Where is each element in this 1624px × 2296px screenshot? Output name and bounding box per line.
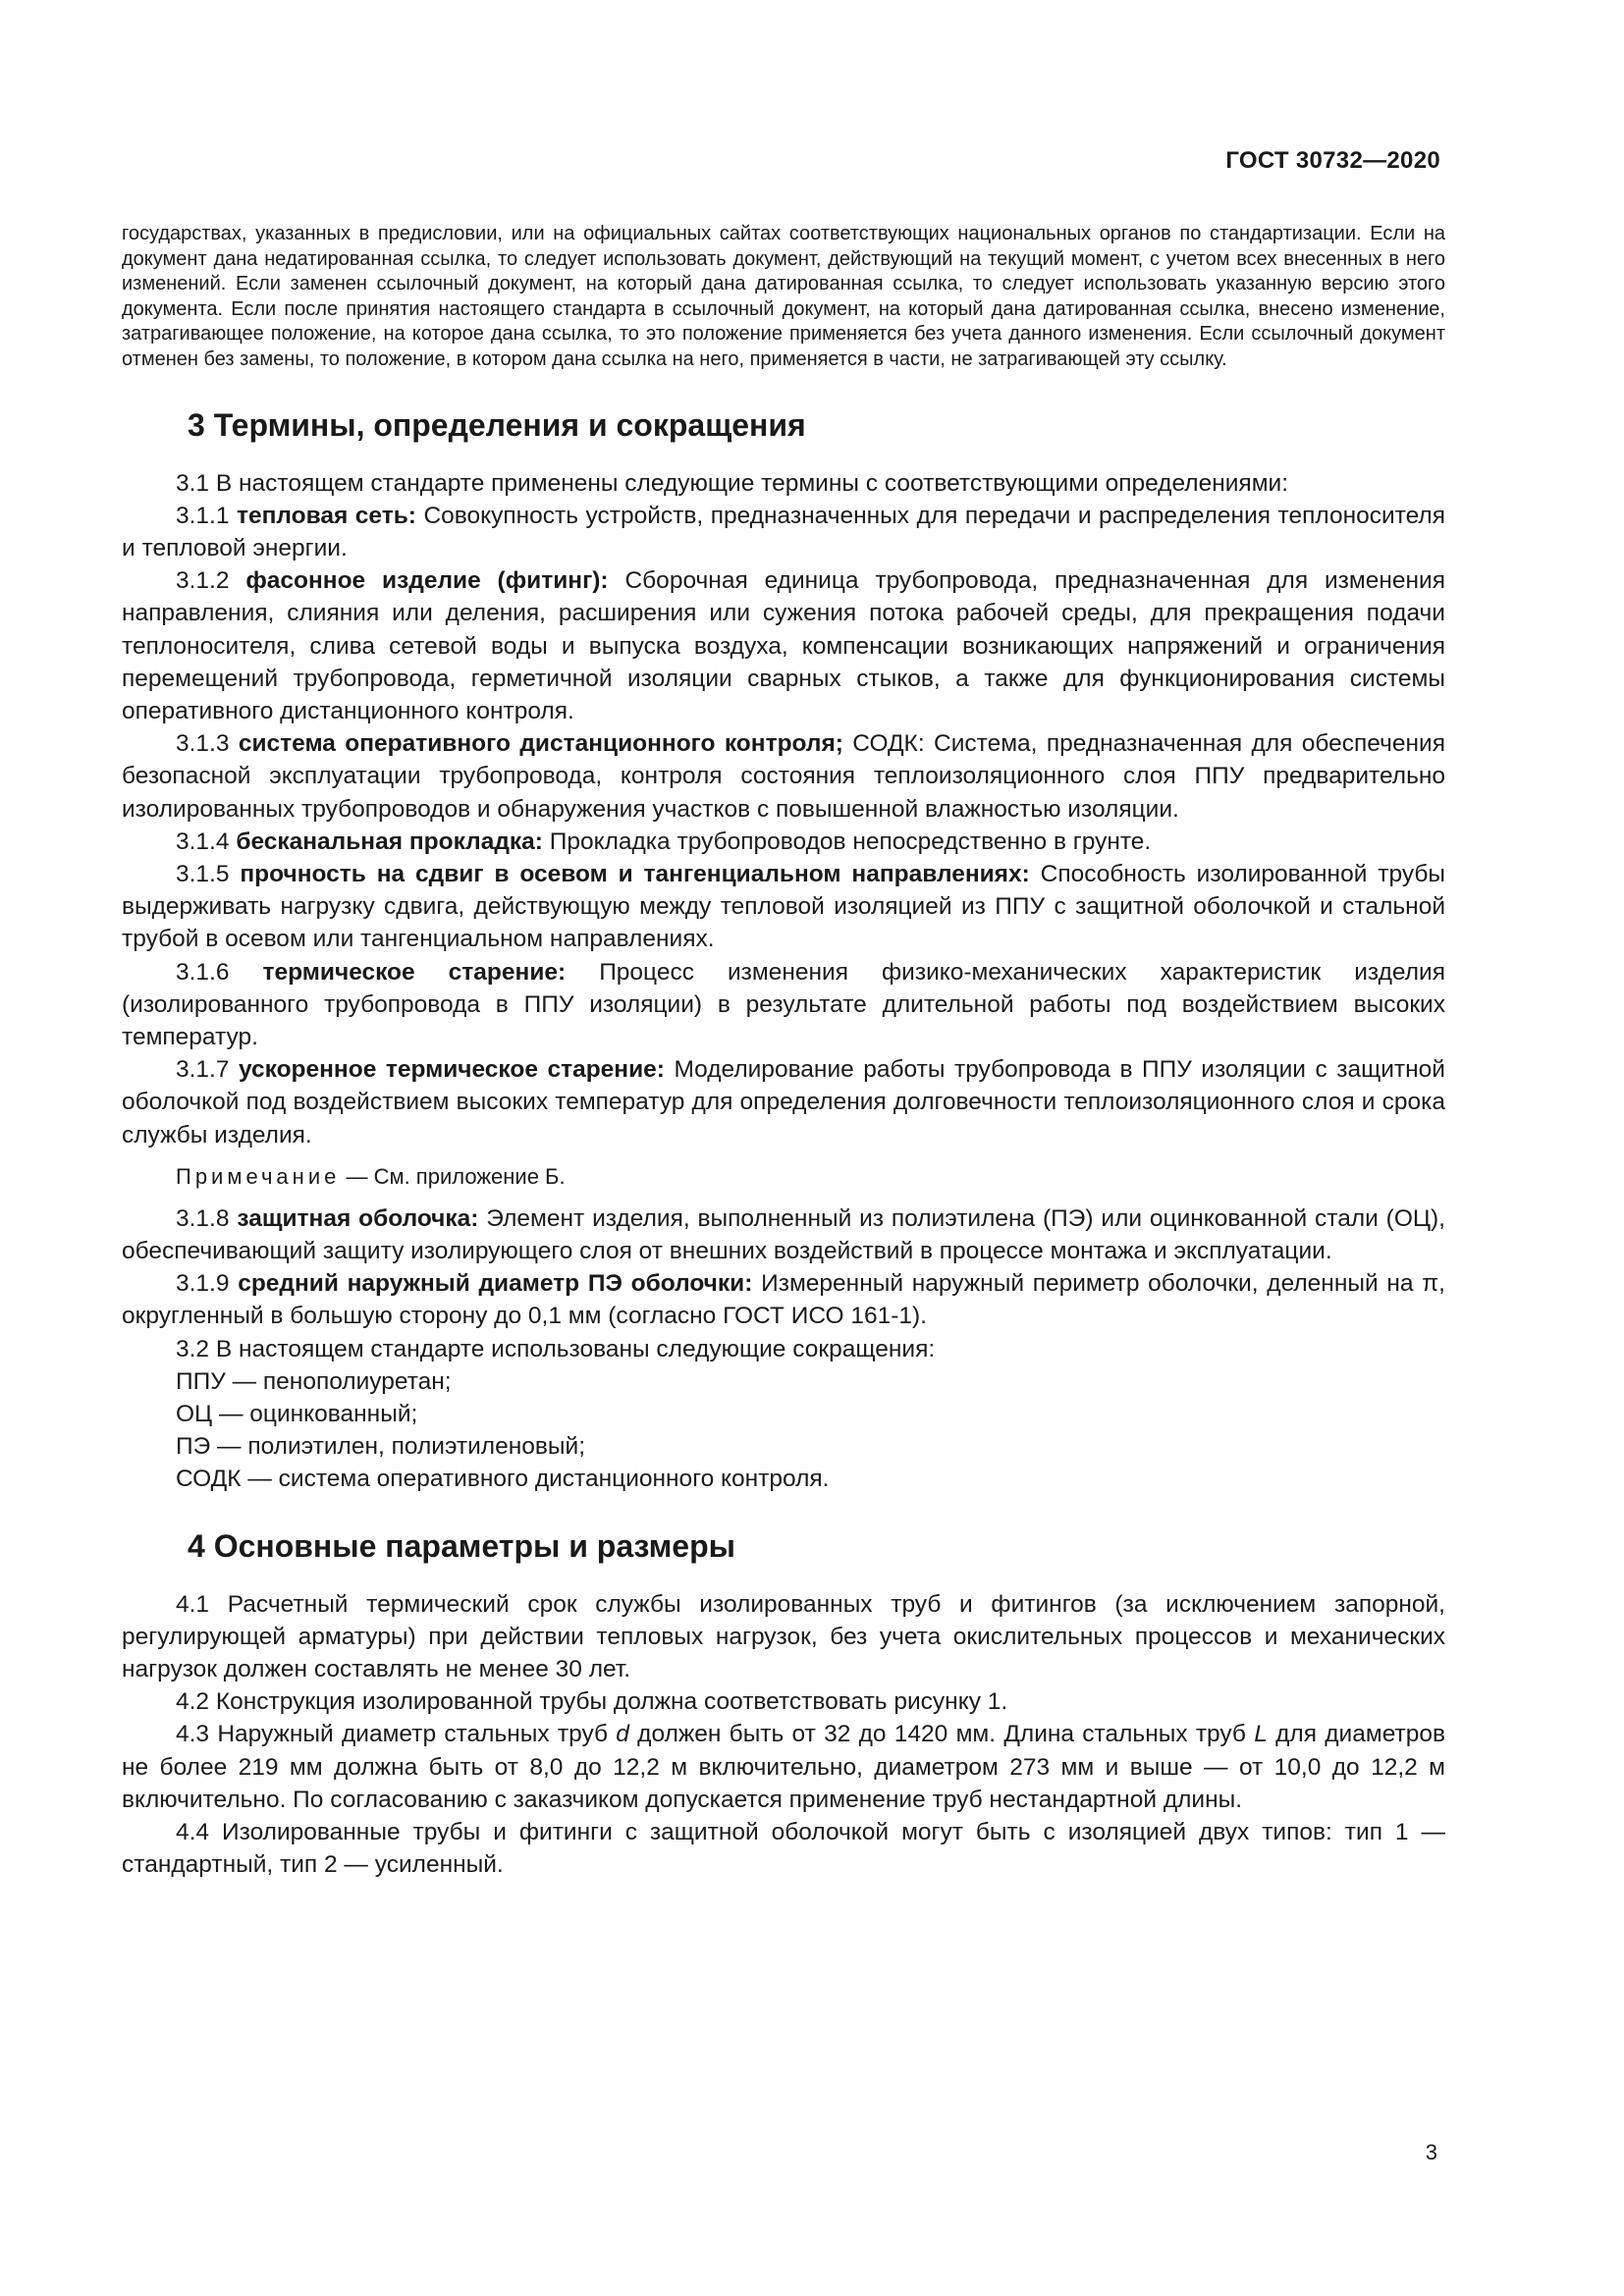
term-name: ускоренное термическое старение: xyxy=(239,1056,665,1084)
intro-block xyxy=(122,222,1445,373)
term-number: 3.1.6 xyxy=(176,958,263,986)
term-number: 3.1.1 xyxy=(176,502,237,529)
paragraph-4-3 xyxy=(122,1718,1445,1816)
abbreviation-item: ОЦ — оцинкованный; xyxy=(176,1401,418,1428)
term-definition: Способность изолированной трубы выдерживать нагрузку сдвига, действующую между тепловой изоляцией из ППУ с защитной оболочкой и стальной трубой в осевом или тангенциальном направлениях. xyxy=(122,861,1445,953)
note-text: — См. приложение Б. xyxy=(340,1163,566,1189)
paragraph-3-2: 3.2 В настоящем стандарте использованы следующие сокращения: xyxy=(176,1335,936,1362)
abbreviation-item: СОДК — система оперативного дистанционного контроля. xyxy=(176,1466,830,1493)
term-name: система оперативного дистанционного контроля; xyxy=(238,730,843,758)
section-4-title: 4 Основные параметры и размеры xyxy=(188,1527,735,1564)
term-name: защитная оболочка: xyxy=(237,1204,479,1232)
term-name: прочность на сдвиг в осевом и тангенциальном направлениях: xyxy=(240,861,1030,887)
term-3-1-1 xyxy=(122,500,1445,564)
text-run: для диаметров не более 219 мм должна быть от 8,0 до 12,2 м включительно, диаметром 273 мм и выше — от 10,0 до 12,2 м включительно. По согласованию с заказчиком допускается применение труб нестандартной длины. xyxy=(122,1721,1446,1813)
abbreviation-item: ППУ — пенополиуретан; xyxy=(176,1367,452,1395)
note xyxy=(122,1160,1445,1193)
paragraph-4-4: 4.4 Изолированные трубы и фитинги с защитной оболочкой могут быть с изоляцией двух типов: тип 1 — стандартный, тип 2 — усиленный. xyxy=(122,1819,1445,1879)
term-number: 3.1.9 xyxy=(176,1270,239,1298)
paragraph-4-2: 4.2 Конструкция изолированной трубы должна соответствовать рисунку 1. xyxy=(176,1688,1008,1716)
term-name: термическое старение: xyxy=(262,958,567,986)
section-4 xyxy=(122,1527,1445,1882)
term-number: 3.1.2 xyxy=(176,567,246,595)
term-3-1-6 xyxy=(122,956,1445,1054)
term-definition: СОДК: Система, предназначенная для обеспечения безопасной эксплуатации трубопровода, контроля состояния теплоизоляционного слоя ППУ предварительно изолированных трубопроводов и обнаружения участков с повышенной влажностью изоляции. xyxy=(122,730,1445,823)
section-3-title: 3 Термины, определения и сокращения xyxy=(188,406,806,443)
term-3-1-8 xyxy=(122,1202,1445,1267)
term-3-1-2 xyxy=(122,564,1445,727)
term-definition: Прокладка трубопроводов непосредственно в грунте. xyxy=(542,828,1152,855)
term-3-1-5 xyxy=(122,858,1445,956)
term-definition: Измеренный наружный периметр оболочки, деленный на π, округленный в большую сторону до 0,1 мм (согласно ГОСТ ИСО 161-1). xyxy=(122,1270,1445,1330)
term-3-1-3 xyxy=(122,727,1445,826)
page-number: 3 xyxy=(1425,2140,1437,2164)
term-definition: Элемент изделия, выполненный из полиэтилена (ПЭ) или оцинкованной стали (ОЦ), обеспечивающий защиту изолирующего слоя от внешних воздействий в процессе монтажа и эксплуатации. xyxy=(122,1204,1445,1265)
text-run: 4.3 Наружный диаметр стальных труб xyxy=(176,1721,617,1748)
paragraph-4-1: 4.1 Расчетный термический срок службы изолированных труб и фитингов (за исключением запорной, регулирующей арматуры) при действии тепловых нагрузок, без учета окислительных процессов и механических нагрузок должен составлять не менее 30 лет. xyxy=(122,1590,1445,1683)
term-name: тепловая сеть: xyxy=(237,502,416,529)
term-3-1-4 xyxy=(122,826,1445,858)
term-name: бесканальная прокладка: xyxy=(236,828,543,855)
term-number: 3.1.7 xyxy=(176,1056,239,1084)
term-3-1-9 xyxy=(122,1267,1445,1332)
intro-paragraph: государствах, указанных в предисловии, или на официальных сайтах соответствующих национальных органов по стандартизации. Если на документ дана недатированная ссылка, то следует использовать документ, действующий на текущий момент, с учетом всех внесенных в него изменений. Если заменен ссылочный документ, на который дана датированная ссылка, то следует использовать указанную версию этого документа. Если после принятия настоящего стандарта в ссылочный документ, на который дана датированная ссылка, внесено изменение, затрагивающее положение, на которое дана ссылка, то это положение применяется без учета данного изменения. Если ссылочный документ отменен без замены, то положение, в котором дана ссылка на него, применяется в части, не затрагивающей эту ссылку. xyxy=(122,223,1445,370)
term-3-1-7 xyxy=(122,1053,1445,1151)
text-run: должен быть от 32 до 1420 мм. Длина стальных труб xyxy=(628,1721,1255,1748)
document-code: ГОСТ 30732—2020 xyxy=(1225,147,1440,174)
term-definition: Процесс изменения физико-механических характеристик изделия (изолированного трубопровода в ППУ изоляции) в результате длительной работы под воздействием высоких температур. xyxy=(122,958,1445,1051)
term-number: 3.1.8 xyxy=(176,1204,238,1232)
abbreviation-item: ПЭ — полиэтилен, полиэтиленовый; xyxy=(176,1433,586,1461)
symbol-l: L xyxy=(1254,1721,1268,1748)
term-number: 3.1.5 xyxy=(176,861,241,887)
symbol-d: d xyxy=(616,1721,629,1748)
term-number: 3.1.3 xyxy=(176,730,239,758)
paragraph-3-1: 3.1 В настоящем стандарте применены следующие термины с соответствующими определениями: xyxy=(176,469,1289,497)
term-name: средний наружный диаметр ПЭ оболочки: xyxy=(238,1270,753,1298)
term-definition: Моделирование работы трубопровода в ППУ изоляции с защитной оболочкой под воздействием высоких температур для определения долговечности теплоизоляционного слоя и срока службы изделия. xyxy=(122,1056,1445,1148)
page-content xyxy=(122,222,1445,1881)
term-definition: Совокупность устройств, предназначенных для передачи и распределения теплоносителя и тепловой энергии. xyxy=(122,502,1445,561)
term-name: фасонное изделие (фитинг): xyxy=(245,567,609,595)
note-label: Примечание xyxy=(176,1163,341,1189)
term-definition: Сборочная единица трубопровода, предназначенная для изменения направления, слияния или деления, расширения или сужения потока рабочей среды, для прекращения подачи теплоносителя, слива сетевой воды и выпуска воздуха, компенсации возникающих напряжений и ограничения перемещений трубопровода, герметичной изоляции сварных стыков, а также для функционирования системы оперативного дистанционного контроля. xyxy=(122,567,1445,724)
term-number: 3.1.4 xyxy=(176,828,237,855)
